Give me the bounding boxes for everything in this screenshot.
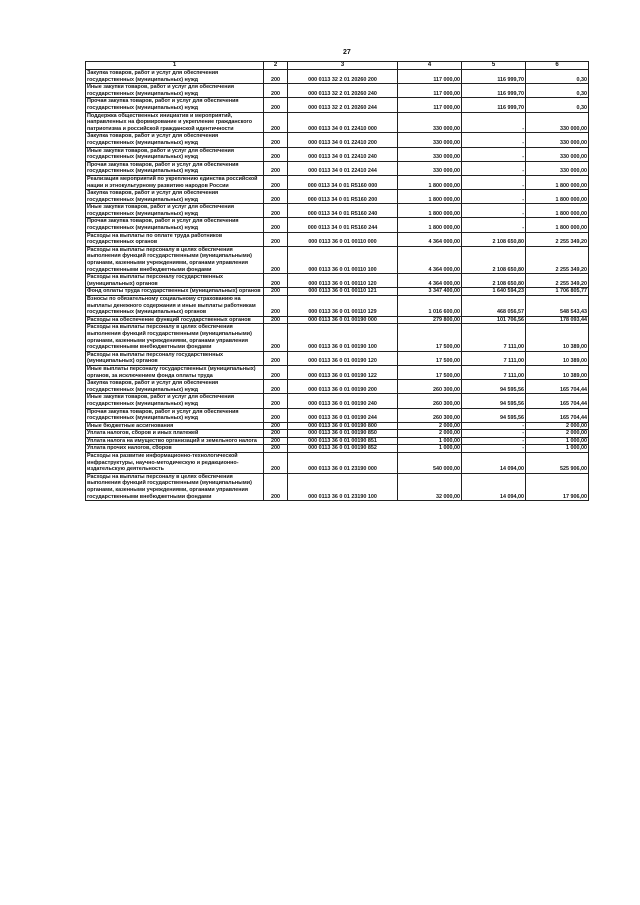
row-name: Расходы на выплаты персоналу в целях обеспечения выполнения функций государственными (муниципальными) органами, казенными учреждениями, органами управления государственными внебюджетными фондами (86, 324, 264, 351)
row-budget-code: 000 0113 34 0 01 22410 000 (288, 112, 398, 133)
row-admin-code: 200 (264, 232, 288, 246)
table-row (86, 408, 589, 422)
row-approved-amount: 279 800,00 (398, 316, 462, 324)
row-executed-amount: - (462, 445, 526, 453)
column-header: 3 (288, 62, 398, 70)
row-approved-amount: 17 500,00 (398, 365, 462, 379)
row-name: Поддержка общественных инициатив и мероприятий, направленных на формирование и укрепление гражданского патриотизма и российской гражданской идентичности (86, 112, 264, 133)
table-row (86, 288, 589, 296)
row-approved-amount: 1 800 000,00 (398, 175, 462, 189)
row-admin-code: 200 (264, 246, 288, 273)
row-budget-code: 000 0113 32 2 01 20260 200 (288, 70, 398, 84)
table-body (86, 70, 589, 501)
row-approved-amount: 330 000,00 (398, 161, 462, 175)
table-row (86, 161, 589, 175)
row-unexecuted-amount: 548 543,43 (526, 296, 589, 317)
row-unexecuted-amount: 525 906,00 (526, 453, 589, 474)
row-budget-code: 000 0113 32 2 01 20260 240 (288, 84, 398, 98)
row-approved-amount: 330 000,00 (398, 112, 462, 133)
row-name: Закупка товаров, работ и услуг для обеспечения государственных (муниципальных) нужд (86, 380, 264, 394)
row-executed-amount: 94 595,56 (462, 380, 526, 394)
column-header: 4 (398, 62, 462, 70)
row-unexecuted-amount: 1 706 805,77 (526, 288, 589, 296)
row-approved-amount: 1 000,00 (398, 437, 462, 445)
row-name: Закупка товаров, работ и услуг для обеспечения государственных (муниципальных) нужд (86, 70, 264, 84)
table-row (86, 84, 589, 98)
row-budget-code: 000 0113 36 0 01 00190 122 (288, 365, 398, 379)
row-budget-code: 000 0113 36 0 01 00190 244 (288, 408, 398, 422)
column-header: 1 (86, 62, 264, 70)
row-admin-code: 200 (264, 147, 288, 161)
table-row (86, 316, 589, 324)
row-name: Иные бюджетные ассигнования (86, 422, 264, 430)
row-unexecuted-amount: 0,30 (526, 70, 589, 84)
row-name: Уплата налога на имущество организаций и земельного налога (86, 437, 264, 445)
row-approved-amount: 4 364 000,00 (398, 274, 462, 288)
row-approved-amount: 330 000,00 (398, 133, 462, 147)
row-admin-code: 200 (264, 422, 288, 430)
row-name: Расходы на развитие информационно-технологической инфраструктуры, научно-методическую и редакционно-издательскую деятельность (86, 453, 264, 474)
row-budget-code: 000 0113 36 0 01 00190 850 (288, 430, 398, 438)
row-admin-code: 200 (264, 218, 288, 232)
row-admin-code: 200 (264, 274, 288, 288)
table-row (86, 445, 589, 453)
row-budget-code: 000 0113 36 0 01 23190 100 (288, 473, 398, 500)
row-unexecuted-amount: 1 800 000,00 (526, 190, 589, 204)
row-executed-amount: 7 111,00 (462, 365, 526, 379)
table-row (86, 147, 589, 161)
row-admin-code: 200 (264, 190, 288, 204)
row-executed-amount: 2 108 650,80 (462, 232, 526, 246)
row-executed-amount: 1 640 594,23 (462, 288, 526, 296)
row-unexecuted-amount: 330 000,00 (526, 147, 589, 161)
row-unexecuted-amount: 178 093,44 (526, 316, 589, 324)
row-name: Расходы на выплаты персоналу в целях обеспечения выполнения функций государственными (муниципальными) органами, казенными учреждениями, органами управления государственными внебюджетными фондами (86, 473, 264, 500)
row-executed-amount: 116 999,70 (462, 98, 526, 112)
row-approved-amount: 2 000,00 (398, 422, 462, 430)
page-number: 27 (343, 49, 351, 56)
row-unexecuted-amount: 330 000,00 (526, 112, 589, 133)
row-budget-code: 000 0113 36 0 01 00190 800 (288, 422, 398, 430)
row-name: Прочая закупка товаров, работ и услуг для обеспечения государственных (муниципальных) нужд (86, 408, 264, 422)
row-executed-amount: 94 595,56 (462, 408, 526, 422)
row-budget-code: 000 0113 36 0 01 00190 120 (288, 351, 398, 365)
row-executed-amount: - (462, 190, 526, 204)
row-unexecuted-amount: 2 000,00 (526, 422, 589, 430)
row-name: Прочая закупка товаров, работ и услуг для обеспечения государственных (муниципальных) нужд (86, 98, 264, 112)
row-approved-amount: 32 000,00 (398, 473, 462, 500)
row-admin-code: 200 (264, 296, 288, 317)
row-admin-code: 200 (264, 161, 288, 175)
row-name: Иные закупки товаров, работ и услуг для обеспечения государственных (муниципальных) нужд (86, 394, 264, 408)
row-budget-code: 000 0113 36 0 01 00190 852 (288, 445, 398, 453)
row-name: Прочая закупка товаров, работ и услуг для обеспечения государственных (муниципальных) нужд (86, 161, 264, 175)
row-budget-code: 000 0113 36 0 01 00190 200 (288, 380, 398, 394)
row-admin-code: 200 (264, 380, 288, 394)
row-budget-code: 000 0113 34 0 01 22410 240 (288, 147, 398, 161)
row-executed-amount: - (462, 437, 526, 445)
row-executed-amount: 14 094,00 (462, 473, 526, 500)
table-row (86, 204, 589, 218)
row-unexecuted-amount: 0,30 (526, 84, 589, 98)
row-unexecuted-amount: 1 800 000,00 (526, 204, 589, 218)
row-approved-amount: 260 300,00 (398, 408, 462, 422)
row-executed-amount: 2 108 650,80 (462, 274, 526, 288)
row-budget-code: 000 0113 36 0 01 00190 000 (288, 316, 398, 324)
row-executed-amount: - (462, 430, 526, 438)
row-budget-code: 000 0113 36 0 01 00190 851 (288, 437, 398, 445)
table-row (86, 246, 589, 273)
table-row (86, 274, 589, 288)
row-executed-amount: - (462, 175, 526, 189)
row-budget-code: 000 0113 36 0 01 00110 121 (288, 288, 398, 296)
row-budget-code: 000 0113 36 0 01 23190 000 (288, 453, 398, 474)
table-row (86, 430, 589, 438)
row-name: Иные закупки товаров, работ и услуг для обеспечения государственных (муниципальных) нужд (86, 147, 264, 161)
row-budget-code: 000 0113 34 0 01 22410 200 (288, 133, 398, 147)
row-unexecuted-amount: 2 000,00 (526, 430, 589, 438)
row-unexecuted-amount: 2 255 349,20 (526, 232, 589, 246)
row-name: Прочая закупка товаров, работ и услуг для обеспечения государственных (муниципальных) нужд (86, 218, 264, 232)
row-budget-code: 000 0113 34 0 01 R5160 000 (288, 175, 398, 189)
table-row (86, 98, 589, 112)
row-budget-code: 000 0113 32 2 01 20260 244 (288, 98, 398, 112)
row-unexecuted-amount: 165 704,44 (526, 408, 589, 422)
row-executed-amount: - (462, 147, 526, 161)
row-admin-code: 200 (264, 445, 288, 453)
row-name: Уплата прочих налогов, сборов (86, 445, 264, 453)
row-name: Расходы на выплаты по оплате труда работников государственных органов (86, 232, 264, 246)
row-budget-code: 000 0113 36 0 01 00190 240 (288, 394, 398, 408)
row-unexecuted-amount: 17 906,00 (526, 473, 589, 500)
row-admin-code: 200 (264, 133, 288, 147)
row-unexecuted-amount: 0,30 (526, 98, 589, 112)
row-admin-code: 200 (264, 437, 288, 445)
row-admin-code: 200 (264, 112, 288, 133)
budget-table (85, 61, 589, 501)
row-approved-amount: 1 000,00 (398, 445, 462, 453)
row-approved-amount: 1 016 600,00 (398, 296, 462, 317)
row-unexecuted-amount: 165 704,44 (526, 394, 589, 408)
row-name: Закупка товаров, работ и услуг для обеспечения государственных (муниципальных) нужд (86, 190, 264, 204)
row-admin-code: 200 (264, 473, 288, 500)
row-name: Иные закупки товаров, работ и услуг для обеспечения государственных (муниципальных) нужд (86, 84, 264, 98)
row-executed-amount: - (462, 161, 526, 175)
row-unexecuted-amount: 165 704,44 (526, 380, 589, 394)
row-admin-code: 200 (264, 324, 288, 351)
row-admin-code: 200 (264, 98, 288, 112)
row-approved-amount: 330 000,00 (398, 147, 462, 161)
row-unexecuted-amount: 1 000,00 (526, 437, 589, 445)
table-row (86, 218, 589, 232)
table-row (86, 70, 589, 84)
row-approved-amount: 17 500,00 (398, 324, 462, 351)
row-unexecuted-amount: 1 800 000,00 (526, 218, 589, 232)
row-approved-amount: 260 300,00 (398, 394, 462, 408)
row-admin-code: 200 (264, 70, 288, 84)
row-admin-code: 200 (264, 316, 288, 324)
row-name: Взносы по обязательному социальному страхованию на выплаты денежного содержания и иные выплаты работникам государственных (муниципальных) органов (86, 296, 264, 317)
row-budget-code: 000 0113 36 0 01 00110 120 (288, 274, 398, 288)
row-admin-code: 200 (264, 84, 288, 98)
row-name: Расходы на выплаты персоналу в целях обеспечения выполнения функций государственными (муниципальными) органами, казенными учреждениями, органами управления государственными внебюджетными фондами (86, 246, 264, 273)
row-unexecuted-amount: 330 000,00 (526, 161, 589, 175)
row-approved-amount: 540 000,00 (398, 453, 462, 474)
row-executed-amount: - (462, 133, 526, 147)
row-unexecuted-amount: 1 800 000,00 (526, 175, 589, 189)
row-name: Фонд оплаты труда государственных (муниципальных) органов (86, 288, 264, 296)
table-row (86, 232, 589, 246)
table-row (86, 112, 589, 133)
row-name: Иные закупки товаров, работ и услуг для обеспечения государственных (муниципальных) нужд (86, 204, 264, 218)
row-executed-amount: - (462, 218, 526, 232)
table-row (86, 473, 589, 500)
table-row (86, 296, 589, 317)
row-admin-code: 200 (264, 351, 288, 365)
row-unexecuted-amount: 2 255 349,20 (526, 274, 589, 288)
row-approved-amount: 3 347 400,00 (398, 288, 462, 296)
table-row (86, 422, 589, 430)
row-admin-code: 200 (264, 365, 288, 379)
row-budget-code: 000 0113 34 0 01 22410 244 (288, 161, 398, 175)
row-executed-amount: - (462, 422, 526, 430)
row-approved-amount: 260 300,00 (398, 380, 462, 394)
row-unexecuted-amount: 330 000,00 (526, 133, 589, 147)
row-unexecuted-amount: 10 389,00 (526, 351, 589, 365)
table-row (86, 394, 589, 408)
row-approved-amount: 1 800 000,00 (398, 204, 462, 218)
row-approved-amount: 117 000,00 (398, 98, 462, 112)
row-unexecuted-amount: 10 389,00 (526, 365, 589, 379)
table-row (86, 380, 589, 394)
row-executed-amount: 468 056,57 (462, 296, 526, 317)
row-approved-amount: 4 364 000,00 (398, 246, 462, 273)
row-budget-code: 000 0113 34 0 01 R5160 240 (288, 204, 398, 218)
row-name: Закупка товаров, работ и услуг для обеспечения государственных (муниципальных) нужд (86, 133, 264, 147)
table-row (86, 437, 589, 445)
column-header: 6 (526, 62, 589, 70)
row-approved-amount: 4 364 000,00 (398, 232, 462, 246)
row-executed-amount: - (462, 112, 526, 133)
row-admin-code: 200 (264, 175, 288, 189)
row-admin-code: 200 (264, 288, 288, 296)
row-admin-code: 200 (264, 430, 288, 438)
row-approved-amount: 1 800 000,00 (398, 190, 462, 204)
row-budget-code: 000 0113 34 0 01 R5160 200 (288, 190, 398, 204)
row-name: Расходы на выплаты персоналу государственных (муниципальных) органов (86, 274, 264, 288)
row-approved-amount: 2 000,00 (398, 430, 462, 438)
row-admin-code: 200 (264, 204, 288, 218)
row-admin-code: 200 (264, 408, 288, 422)
row-approved-amount: 117 000,00 (398, 84, 462, 98)
column-header: 5 (462, 62, 526, 70)
row-budget-code: 000 0113 34 0 01 R5160 244 (288, 218, 398, 232)
row-executed-amount: 116 999,70 (462, 84, 526, 98)
row-name: Иные выплаты персоналу государственных (муниципальных) органов, за исключением фонда оплаты труда (86, 365, 264, 379)
row-executed-amount: - (462, 204, 526, 218)
row-executed-amount: 94 595,56 (462, 394, 526, 408)
row-name: Расходы на выплаты персоналу государственных (муниципальных) органов (86, 351, 264, 365)
row-unexecuted-amount: 2 255 349,20 (526, 246, 589, 273)
table-row (86, 453, 589, 474)
row-budget-code: 000 0113 36 0 01 00190 100 (288, 324, 398, 351)
row-budget-code: 000 0113 36 0 01 00110 129 (288, 296, 398, 317)
row-approved-amount: 17 500,00 (398, 351, 462, 365)
table-row (86, 365, 589, 379)
row-name: Уплата налогов, сборов и иных платежей (86, 430, 264, 438)
row-executed-amount: 14 094,00 (462, 453, 526, 474)
table-row (86, 175, 589, 189)
table-row (86, 324, 589, 351)
row-unexecuted-amount: 1 000,00 (526, 445, 589, 453)
table-header-row (86, 62, 589, 70)
row-admin-code: 200 (264, 394, 288, 408)
row-budget-code: 000 0113 36 0 01 00110 000 (288, 232, 398, 246)
row-approved-amount: 1 800 000,00 (398, 218, 462, 232)
row-admin-code: 200 (264, 453, 288, 474)
row-executed-amount: 7 111,00 (462, 324, 526, 351)
column-header: 2 (264, 62, 288, 70)
row-executed-amount: 2 108 650,80 (462, 246, 526, 273)
row-budget-code: 000 0113 36 0 01 00110 100 (288, 246, 398, 273)
row-executed-amount: 101 706,56 (462, 316, 526, 324)
row-executed-amount: 116 999,70 (462, 70, 526, 84)
row-approved-amount: 117 000,00 (398, 70, 462, 84)
table-row (86, 190, 589, 204)
table-row (86, 133, 589, 147)
table-row (86, 351, 589, 365)
row-name: Расходы на обеспечение функций государственных органов (86, 316, 264, 324)
row-unexecuted-amount: 10 389,00 (526, 324, 589, 351)
row-executed-amount: 7 111,00 (462, 351, 526, 365)
row-name: Реализация мероприятий по укреплению единства российской нации и этнокультурному развитию народов России (86, 175, 264, 189)
